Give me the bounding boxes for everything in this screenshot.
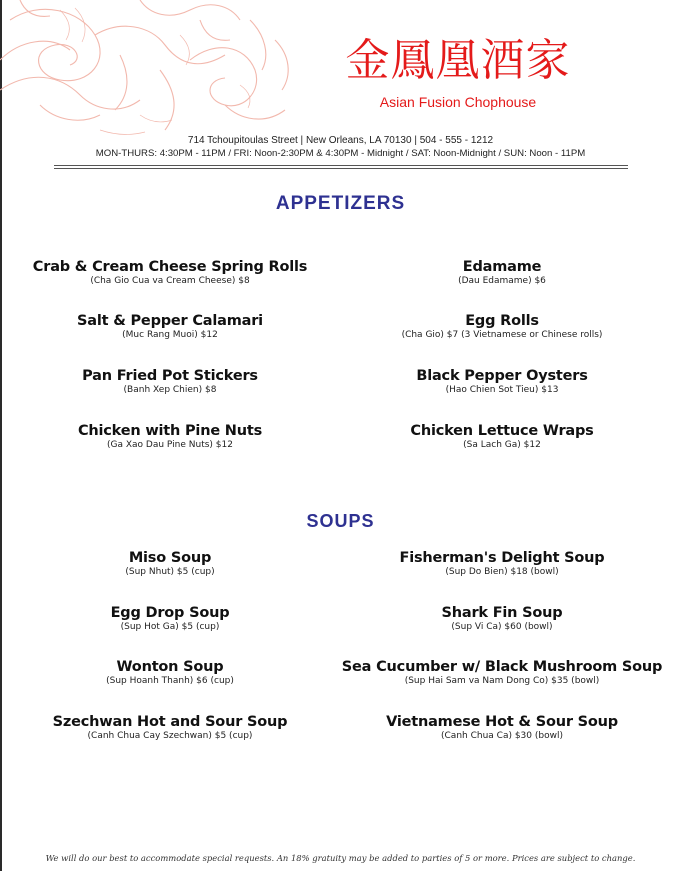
item-name: Fisherman's Delight Soup: [399, 550, 605, 566]
item-name: Szechwan Hot and Sour Soup: [52, 714, 288, 730]
phoenix-illustration: [0, 0, 310, 140]
menu-item: [0, 312, 340, 341]
item-name: Chicken Lettuce Wraps: [410, 423, 594, 439]
item-description: (Sup Do Bien) $18 (bowl): [445, 567, 559, 577]
item-description: (Sup Hot Ga) $5 (cup): [120, 622, 220, 632]
item-description: (Canh Chua Ca) $30 (bowl): [441, 731, 563, 741]
item-description: (Ga Xao Dau Pine Nuts) $12: [107, 440, 233, 450]
soups-heading: SOUPS: [306, 511, 375, 531]
item-name: Shark Fin Soup: [441, 605, 563, 621]
item-name: Sea Cucumber w/ Black Mushroom Soup: [341, 659, 663, 675]
item-description: (Sup Vi Ca) $60 (bowl): [451, 622, 553, 632]
hours-line: MON-THURS: 4:30PM - 11PM / FRI: Noon-2:30PM & 4:30PM - Midnight / SAT: Noon-Midnight / SUN: Noon - 11PM: [95, 148, 586, 159]
menu-item: [332, 258, 672, 287]
menu-item: [332, 658, 672, 687]
item-description: (Sup Hoanh Thanh) $6 (cup): [106, 676, 234, 686]
item-name: Egg Drop Soup: [110, 605, 230, 621]
item-description: (Sup Hai Sam va Nam Dong Co) $35 (bowl): [404, 676, 600, 686]
menu-item: [0, 422, 340, 451]
item-description: (Muc Rang Muoi) $12: [122, 330, 218, 340]
menu-item: [332, 312, 672, 341]
appetizers-heading: APPETIZERS: [275, 193, 406, 214]
menu-item: [332, 422, 672, 451]
item-name: Wonton Soup: [116, 659, 224, 675]
item-description: (Cha Gio) $7 (3 Vietnamese or Chinese rolls): [401, 330, 603, 340]
item-name: Pan Fried Pot Stickers: [82, 368, 258, 384]
header-divider-bottom: [54, 168, 628, 169]
menu-item: [0, 367, 340, 396]
item-description: (Banh Xep Chien) $8: [123, 385, 217, 395]
menu-item: [0, 604, 340, 633]
menu-item: [0, 258, 340, 287]
item-name: Edamame: [462, 259, 542, 275]
item-description: (Hao Chien Sot Tieu) $13: [445, 385, 559, 395]
menu-item: [0, 549, 340, 578]
item-name: Chicken with Pine Nuts: [77, 423, 263, 439]
item-description: (Canh Chua Cay Szechwan) $5 (cup): [87, 731, 253, 741]
header-divider-top: [54, 165, 628, 166]
item-name: Vietnamese Hot & Sour Soup: [386, 714, 618, 730]
restaurant-english-name: Asian Fusion Chophouse: [379, 94, 537, 110]
menu-item: [332, 549, 672, 578]
item-description: (Dau Edamame) $6: [458, 276, 546, 286]
menu-item: [332, 713, 672, 742]
item-name: Black Pepper Oysters: [416, 368, 588, 384]
footer-note: We will do our best to accommodate special requests. An 18% gratuity may be added to parties of 5 or more. Prices are subject to change.: [45, 853, 636, 863]
item-name: Egg Rolls: [465, 313, 539, 329]
item-name: Miso Soup: [128, 550, 212, 566]
item-description: (Cha Gio Cua va Cream Cheese) $8: [90, 276, 250, 286]
menu-item: [332, 367, 672, 396]
menu-item: [0, 713, 340, 742]
item-name: Salt & Pepper Calamari: [77, 313, 263, 329]
restaurant-chinese-name: 金鳳凰酒家: [345, 35, 571, 86]
address-line: 714 Tchoupitoulas Street | New Orleans, LA 70130 | 504 - 555 - 1212: [187, 135, 494, 146]
item-description: (Sup Nhut) $5 (cup): [125, 567, 215, 577]
menu-item: [0, 658, 340, 687]
item-name: Crab & Cream Cheese Spring Rolls: [32, 259, 308, 275]
menu-item: [332, 604, 672, 633]
item-description: (Sa Lach Ga) $12: [463, 440, 541, 450]
